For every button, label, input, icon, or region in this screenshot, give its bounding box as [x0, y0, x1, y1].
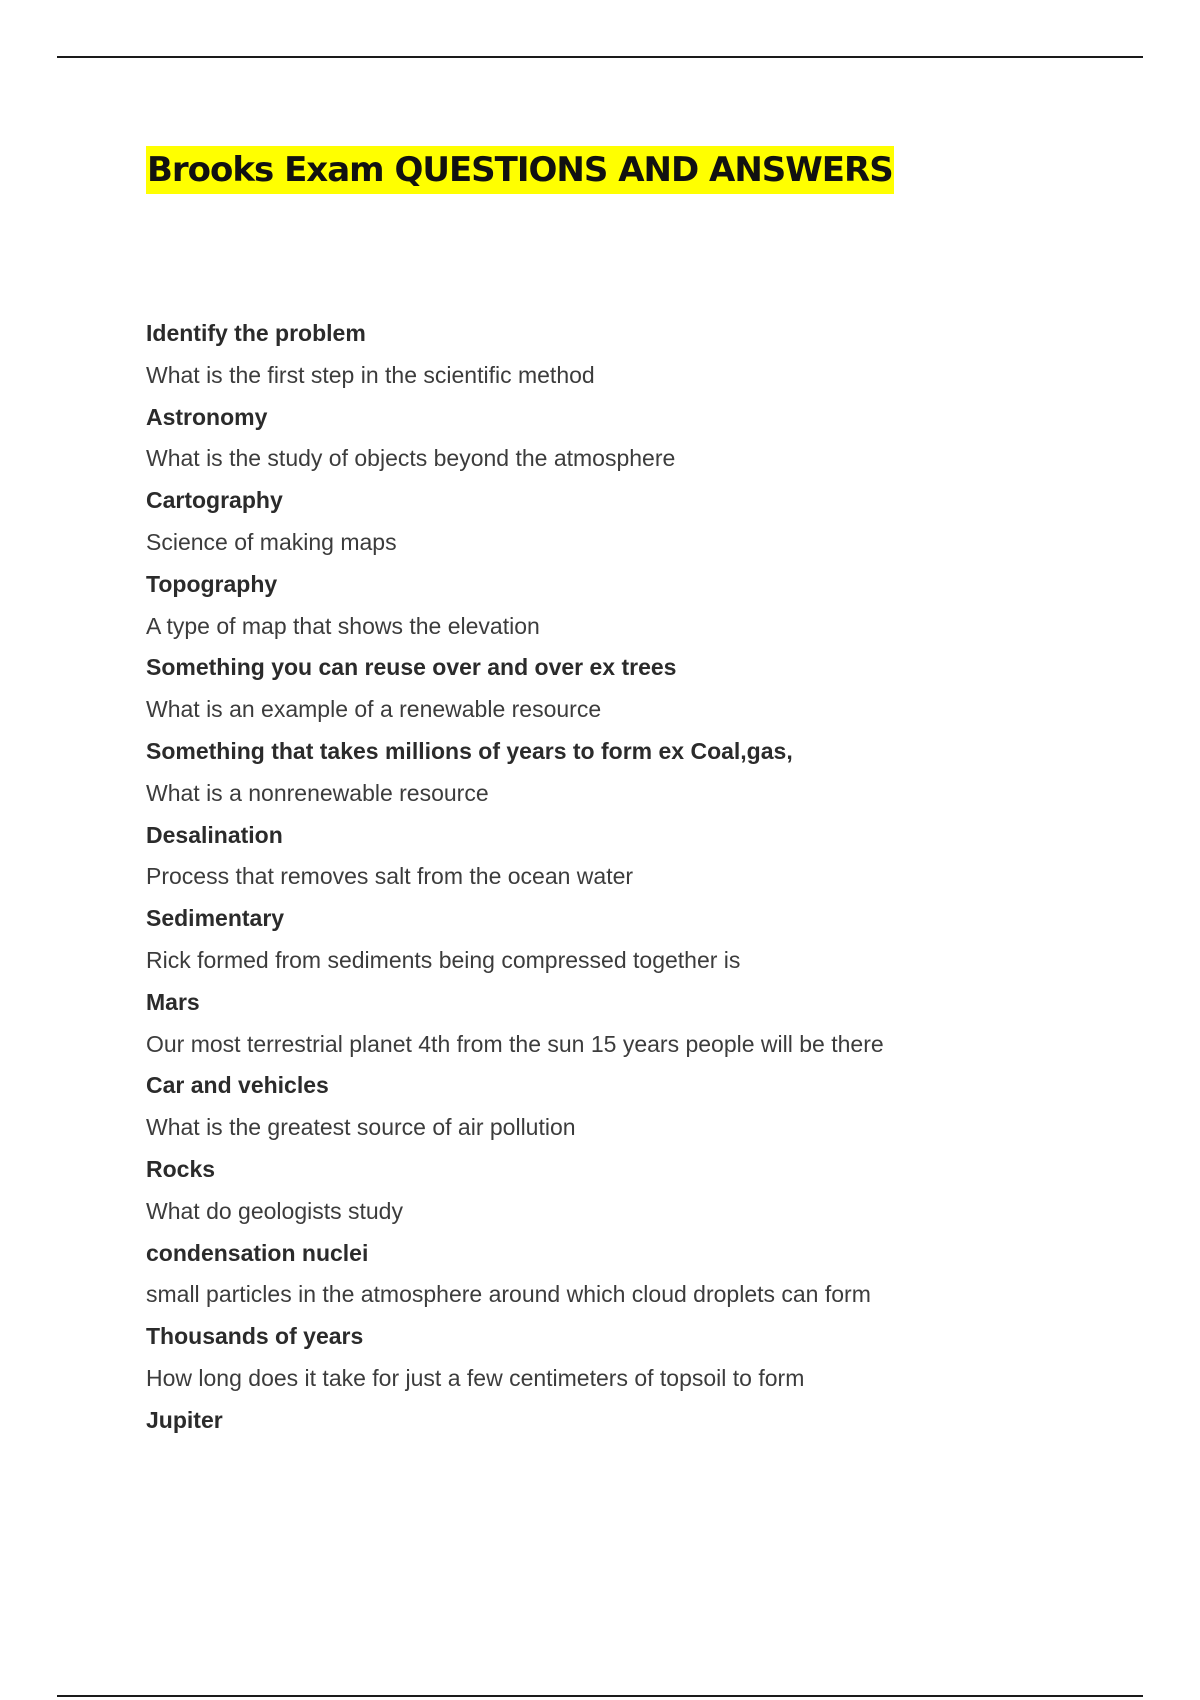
term: Desalination — [146, 821, 283, 848]
term: Mars — [146, 988, 200, 1015]
document-title: Brooks Exam QUESTIONS AND ANSWERS — [146, 146, 894, 194]
term: Sedimentary — [146, 905, 285, 932]
term: Car and vehicles — [146, 1072, 329, 1099]
qa-item — [146, 1236, 1146, 1320]
qa-item — [146, 901, 1146, 985]
definition: What is a nonrenewable resource — [146, 779, 489, 806]
top-divider — [57, 56, 1143, 58]
definition: Process that removes salt from the ocean water — [146, 863, 634, 890]
qa-item — [146, 1152, 1146, 1236]
definition: What is the greatest source of air pollution — [146, 1114, 576, 1141]
qa-item — [146, 1068, 1146, 1152]
qa-item — [146, 483, 1146, 567]
qa-list — [146, 316, 1146, 1445]
qa-item — [146, 400, 1146, 484]
term: Astronomy — [146, 403, 268, 430]
term: condensation nuclei — [146, 1239, 369, 1266]
qa-item — [146, 734, 1146, 818]
definition: small particles in the atmosphere around which cloud droplets can form — [146, 1281, 871, 1308]
term: Jupiter — [146, 1406, 223, 1433]
definition: What is the first step in the scientific method — [146, 361, 595, 388]
definition: How long does it take for just a few centimeters of topsoil to form — [146, 1364, 805, 1391]
term: Something that takes millions of years to form ex Coal,gas, — [146, 737, 793, 764]
qa-item — [146, 818, 1146, 902]
term: Cartography — [146, 487, 283, 514]
qa-item — [146, 650, 1146, 734]
qa-item — [146, 1319, 1146, 1403]
term: Topography — [146, 570, 278, 597]
definition: What is an example of a renewable resource — [146, 696, 602, 723]
qa-item — [146, 316, 1146, 400]
title-block — [146, 146, 894, 194]
definition: Science of making maps — [146, 528, 397, 555]
term: Identify the problem — [146, 320, 366, 346]
definition: Rick formed from sediments being compressed together is — [146, 946, 741, 973]
term: Something you can reuse over and over ex trees — [146, 654, 677, 681]
term: Rocks — [146, 1155, 216, 1182]
definition: Our most terrestrial planet 4th from the sun 15 years people will be there — [146, 1030, 884, 1057]
definition: What is the study of objects beyond the atmosphere — [146, 445, 676, 472]
definition: A type of map that shows the elevation — [146, 612, 540, 639]
qa-item — [146, 1403, 1146, 1445]
qa-item — [146, 985, 1146, 1069]
definition: What do geologists study — [146, 1197, 403, 1224]
term: Thousands of years — [146, 1323, 364, 1350]
bottom-divider — [57, 1695, 1143, 1697]
qa-item — [146, 567, 1146, 651]
